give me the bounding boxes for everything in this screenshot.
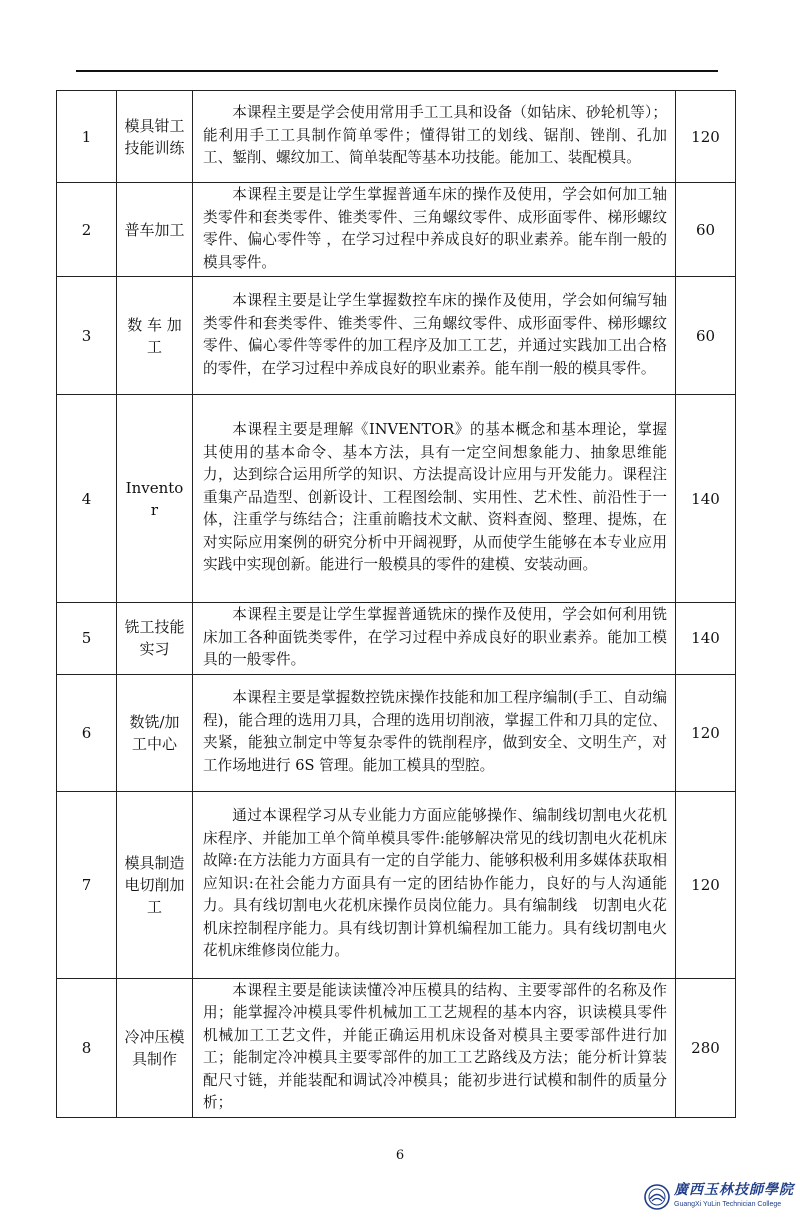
course-name: 模具钳工技能训练 xyxy=(117,91,193,183)
course-description xyxy=(193,183,676,277)
description-text: 通过本课程学习从专业能力方面应能够操作、编制线切割电火花机床程序、并能加工单个简单模具零件:能够解决常见的线切割电火花机床故障:在方法能力方面具有一定的自学能力、能够积极利用多媒体获取相应知识:在社会能力方面具有一定的团结协作能力，良好的与人沟通能力。具有线切割电火花机床操作员岗位能力。具有编制线 切割电火花机床控制程序能力。具有线切割计算机编程加工能力。具有线切割电火花机床维修岗位能力。 xyxy=(203,807,667,960)
course-hours: 120 xyxy=(676,791,736,978)
course-hours: 140 xyxy=(676,395,736,603)
course-description xyxy=(193,978,676,1117)
course-hours: 120 xyxy=(676,91,736,183)
table-row xyxy=(57,277,736,395)
description-text: 本课程主要是让学生掌握普通车床的操作及使用，学会如何加工轴类零件和套类零件、锥类零件、三角螺纹零件、成形面零件、梯形螺纹零件、偏心零件等 ，在学习过程中养成良好的职业素养。能车削一般的模具零件。 xyxy=(203,186,667,271)
course-table xyxy=(56,90,736,1118)
course-description xyxy=(193,603,676,675)
header-rule xyxy=(76,70,718,72)
row-number: 5 xyxy=(57,603,117,675)
course-name: 冷冲压模具制作 xyxy=(117,978,193,1117)
table-row xyxy=(57,603,736,675)
row-number: 3 xyxy=(57,277,117,395)
college-emblem-icon xyxy=(644,1184,670,1210)
description-text: 本课程主要是让学生掌握普通铣床的操作及使用，学会如何利用铣床加工各种面铣类零件，在学习过程中养成良好的职业素养。能加工模具的一般零件。 xyxy=(203,606,667,668)
course-name: 普车加工 xyxy=(117,183,193,277)
description-text: 本课程主要是学会使用常用手工工具和设备（如钻床、砂轮机等）；能利用手工工具制作简单零件；懂得钳工的划线、锯削、锉削、孔加工、錾削、螺纹加工、简单装配等基本功技能。能加工、装配模具。 xyxy=(203,104,667,167)
row-number: 4 xyxy=(57,395,117,603)
course-name: 模具制造电切削加工 xyxy=(117,791,193,978)
course-name: Inventor xyxy=(117,395,193,603)
row-number: 1 xyxy=(57,91,117,183)
course-description xyxy=(193,395,676,603)
course-description xyxy=(193,674,676,791)
description-text: 本课程主要是掌握数控铣床操作技能和加工程序编制(手工、自动编程)，能合理的选用刀具，合理的选用切削液，掌握工件和刀具的定位、夹紧，能独立制定中等复杂零件的铣削程序，做到安全、文明生产，对工作场地进行 6S 管理。能加工模具的型腔。 xyxy=(203,689,667,774)
course-hours: 280 xyxy=(676,978,736,1117)
description-text: 本课程主要是能读读懂冷冲压模具的结构、主要零部件的名称及作用；能掌握冷冲模具零件机械加工工艺规程的基本内容，识读模具零件机械加工工艺文件，并能正确运用机床设备对模具主要零部件进行加工；能制定冷冲模具主要零部件的加工工艺路线及方法；能分析计算装配尺寸链，并能装配和调试冷冲模具；能初步进行试模和制件的质量分析； xyxy=(203,981,667,1111)
course-name: 数 车 加工 xyxy=(117,277,193,395)
table-row xyxy=(57,674,736,791)
page-number: 6 xyxy=(395,1148,405,1163)
table-row xyxy=(57,183,736,277)
table-row xyxy=(57,978,736,1117)
course-hours: 60 xyxy=(676,277,736,395)
course-hours: 140 xyxy=(676,603,736,675)
course-name: 数铣/加工中心 xyxy=(117,674,193,791)
course-description xyxy=(193,91,676,183)
college-name-en: GuangXi YuLin Technician College xyxy=(674,1201,782,1208)
course-hours: 60 xyxy=(676,183,736,277)
college-name-cn: 廣西玉林技師學院 xyxy=(674,1182,794,1198)
college-logo xyxy=(644,1182,792,1212)
table-row xyxy=(57,791,736,978)
course-description xyxy=(193,277,676,395)
course-hours: 120 xyxy=(676,674,736,791)
row-number: 7 xyxy=(57,791,117,978)
course-description xyxy=(193,791,676,978)
description-text: 本课程主要是让学生掌握数控车床的操作及使用，学会如何编写轴类零件和套类零件、锥类零件、三角螺纹零件、成形面零件、梯形螺纹零件、偏心零件等零件的加工程序及加工工艺，并通过实践加工出合格的零件，在学习过程中养成良好的职业素养。能车削一般的模具零件。 xyxy=(203,292,667,377)
course-name: 铣工技能实习 xyxy=(117,603,193,675)
row-number: 8 xyxy=(57,978,117,1117)
row-number: 6 xyxy=(57,674,117,791)
description-text: 本课程主要是理解《INVENTOR》的基本概念和基本理论，掌握其使用的基本命令、基本方法，具有一定空间想象能力、抽象思维能力，达到综合运用所学的知识、方法提高设计应用与开发能力。课程注重集产品造型、创新设计、工程图绘制、实用性、艺术性、前沿性于一体，注重学与练结合；注重前瞻技术文献、资料查阅、整理、提炼，在对实际应用案例的研究分析中开阔视野，从而使学生能够在本专业应用实践中实现创新。能进行一般模具的零件的建模、安装动画。 xyxy=(203,421,667,574)
table-row xyxy=(57,395,736,603)
table-row xyxy=(57,91,736,183)
row-number: 2 xyxy=(57,183,117,277)
